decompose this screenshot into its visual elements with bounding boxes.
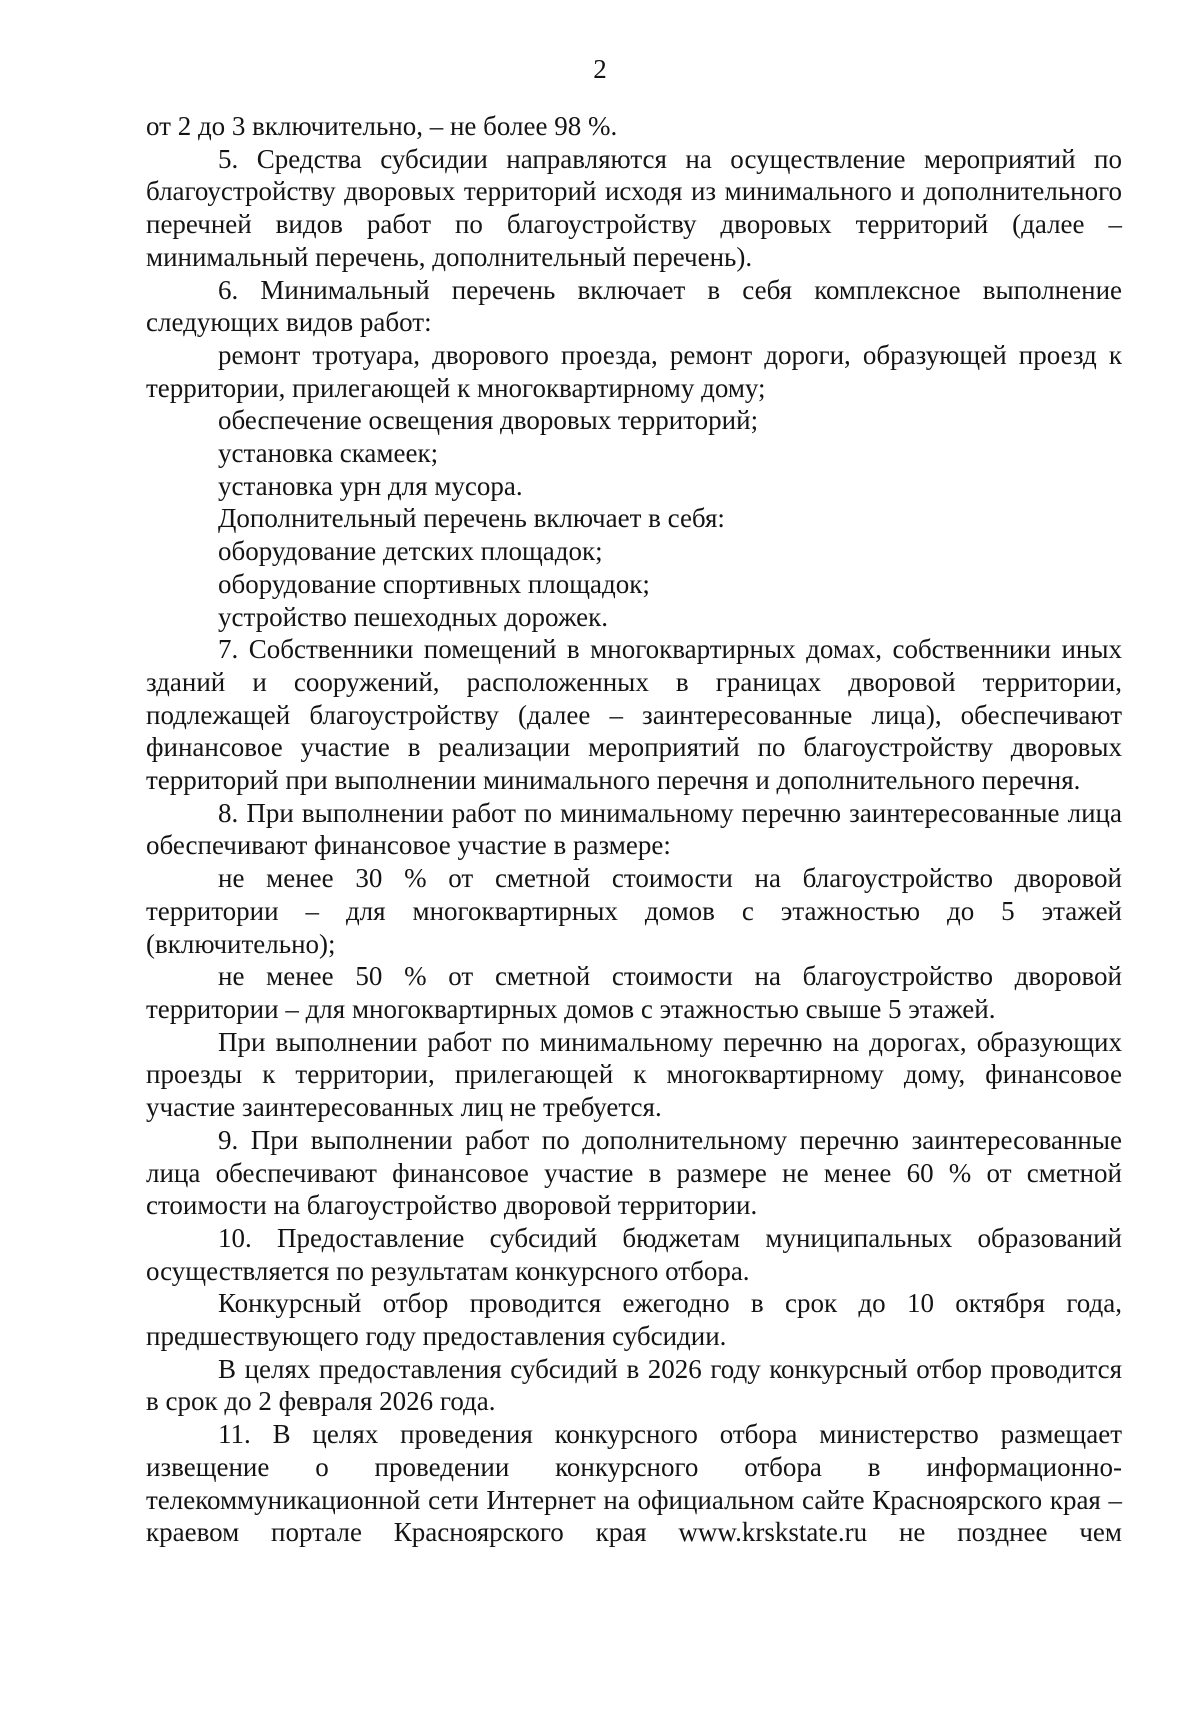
paragraph: 11. В целях проведения конкурсного отбора министерство размещает извещение о проведении конкурсного отбора в информационно-телекоммуникационной сети Интернет на официальном сайте Красноярского края – краевом портале Красноярского края www.krskstate.ru не позднее чем	[146, 1419, 1122, 1548]
paragraph: оборудование спортивных площадок;	[218, 568, 650, 599]
paragraph: В целях предоставления субсидий в 2026 году конкурсный отбор проводится в срок до 2 февраля 2026 года.	[146, 1353, 1122, 1417]
paragraph: от 2 до 3 включительно, – не более 98 %.	[146, 111, 618, 141]
page-number: 2	[593, 54, 607, 84]
paragraph: Конкурсный отбор проводится ежегодно в срок до 10 октября года, предшествующего году предоставления субсидии.	[146, 1288, 1122, 1352]
paragraph: 5. Средства субсидии направляются на осуществление мероприятий по благоустройству дворовых территорий исходя из минимального и дополнительного перечней видов работ по благоустройству дворовых территорий (далее – минимальный перечень, дополнительный перечень).	[146, 143, 1122, 272]
paragraph: 6. Минимальный перечень включает в себя комплексное выполнение следующих видов работ:	[146, 274, 1122, 338]
paragraph: 8. При выполнении работ по минимальному перечню заинтересованные лица обеспечивают финансовое участие в размере:	[146, 797, 1122, 861]
paragraph: 10. Предоставление субсидий бюджетам муниципальных образований осуществляется по результатам конкурсного отбора.	[146, 1222, 1122, 1286]
paragraph: ремонт тротуара, дворового проезда, ремонт дороги, образующей проезд к территории, прилегающей к многоквартирному дому;	[146, 339, 1122, 403]
paragraph: Дополнительный перечень включает в себя:	[218, 503, 725, 534]
paragraph: установка урн для мусора.	[218, 470, 523, 501]
paragraph: установка скамеек;	[218, 438, 439, 469]
paragraph: обеспечение освещения дворовых территорий;	[218, 405, 759, 436]
document-body	[146, 110, 1122, 1549]
paragraph: При выполнении работ по минимальному перечню на дорогах, образующих проезды к территории, прилегающей к многоквартирному дому, финансовое участие заинтересованных лиц не требуется.	[146, 1026, 1122, 1123]
paragraph: устройство пешеходных дорожек.	[218, 601, 608, 632]
paragraph: не менее 50 % от сметной стоимости на благоустройство дворовой территории – для многоквартирных домов с этажностью свыше 5 этажей.	[146, 961, 1122, 1024]
paragraph: 7. Собственники помещений в многоквартирных домах, собственники иных зданий и сооружений, расположенных в границах дворовой территории, подлежащей благоустройству (далее – заинтересованные лица), обеспечивают финансовое участие в реализации мероприятий по благоустройству дворовых территорий при выполнении минимального перечня и дополнительного перечня.	[146, 634, 1122, 796]
paragraph: оборудование детских площадок;	[218, 536, 603, 567]
paragraph: не менее 30 % от сметной стоимости на благоустройство дворовой территории – для многоквартирных домов с этажностью до 5 этажей (включительно);	[146, 863, 1122, 959]
paragraph: 9. При выполнении работ по дополнительному перечню заинтересованные лица обеспечивают финансовое участие в размере не менее 60 % от сметной стоимости на благоустройство дворовой территории.	[146, 1124, 1122, 1221]
